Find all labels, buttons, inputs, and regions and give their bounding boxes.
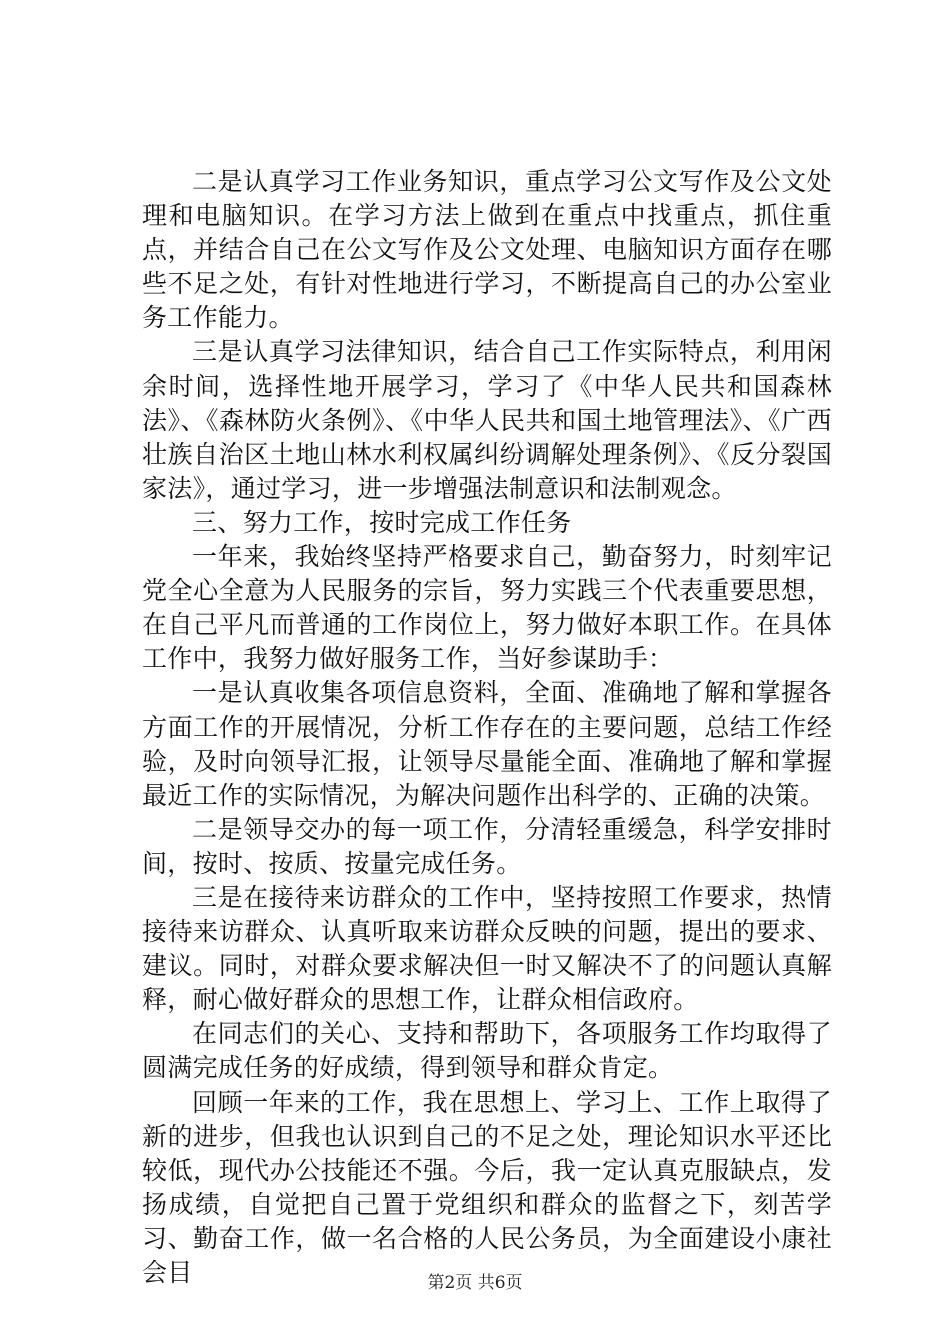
paragraph-2: 三是认真学习法律知识，结合自己工作实际特点，利用闲余时间，选择性地开展学习，学习了《中华人民共和国森林法》、《森林防火条例》、《中华人民共和国土地管理法》、《广西壮族自治区土地山林水利权属纠纷调解处理条例》、《反分裂国家法》，通过学习，进一步增强法制意识和法制观念。 — [142, 337, 832, 503]
page-footer: 第2页 共6页 — [427, 1273, 523, 1293]
paragraph-7: 在同志们的关心、支持和帮助下，各项服务工作均取得了圆满完成任务的好成绩，得到领导和群众肯定。 — [142, 1019, 832, 1083]
paragraph-5: 二是领导交办的每一项工作，分清轻重缓急，科学安排时间，按时、按质、按量完成任务。 — [142, 814, 832, 878]
paragraph-4: 一是认真收集各项信息资料，全面、准确地了解和掌握各方面工作的开展情况，分析工作存在的主要问题，总结工作经验，及时向领导汇报，让领导尽量能全面、准确地了解和掌握最近工作的实际情况，为解决问题作出科学的、正确的决策。 — [142, 678, 832, 810]
document-body — [142, 165, 832, 1290]
paragraph-1: 二是认真学习工作业务知识，重点学习公文写作及公文处理和电脑知识。在学习方法上做到在重点中找重点，抓住重点，并结合自己在公文写作及公文处理、电脑知识方面存在哪些不足之处，有针对性地进行学习，不断提高自己的办公室业务工作能力。 — [142, 167, 832, 333]
paragraph-6: 三是在接待来访群众的工作中，坚持按照工作要求，热情接待来访群众、认真听取来访群众反映的问题，提出的要求、建议。同时，对群众要求解决但一时又解决不了的问题认真解释，耐心做好群众的思想工作，让群众相信政府。 — [142, 882, 832, 1015]
paragraph-8: 回顾一年来的工作，我在思想上、学习上、工作上取得了新的进步，但我也认识到自己的不足之处，理论知识水平还比较低，现代办公技能还不强。今后，我一定认真克服缺点，发扬成绩，自觉把自己置于党组织和群众的监督之下，刻苦学习、勤奋工作，做一名合格的人民公务员，为全面建设小康社会目 — [142, 1087, 832, 1287]
paragraph-3: 一年来，我始终坚持严格要求自己，勤奋努力，时刻牢记党全心全意为人民服务的宗旨，努力实践三个代表重要思想，在自己平凡而普通的工作岗位上，努力做好本职工作。在具体工作中，我努力做好服务工作，当好参谋助手： — [142, 542, 832, 674]
section-heading: 三、努力工作，按时完成工作任务 — [192, 507, 572, 537]
